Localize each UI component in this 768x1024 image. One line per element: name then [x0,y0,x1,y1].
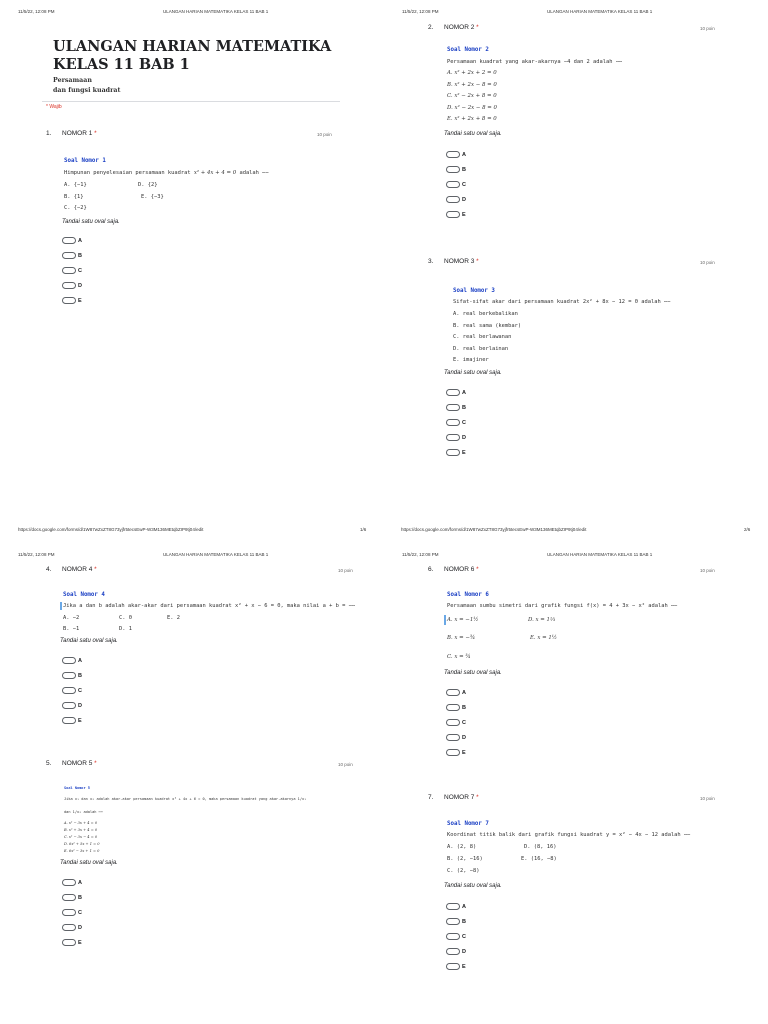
radio-label: E [462,449,466,456]
radio-option-b[interactable] [446,704,466,711]
radio-option-e[interactable] [62,297,82,304]
radio-oval[interactable] [62,237,76,244]
question-6 [428,566,728,766]
question-points: 10 poin [700,568,715,573]
option-text: A. {−1} [64,182,87,188]
radio-oval[interactable] [62,939,76,946]
print-header [402,552,758,560]
radio-label: B [78,252,82,259]
option-text: C. (2, −8) [447,868,480,874]
radio-option-d[interactable] [446,434,466,441]
radio-label: A [78,237,82,244]
radio-option-a[interactable] [446,389,466,396]
radio-label: D [78,924,82,931]
radio-option-a[interactable] [446,151,466,158]
radio-option-c[interactable] [62,909,82,916]
radio-oval[interactable] [62,924,76,931]
form-desc-line1: Persamaan [53,77,92,84]
question-number: 7. [428,794,434,801]
option-text: C. {−2} [64,205,87,211]
option-text: D. x = 1⅓ [528,617,556,623]
radio-option-c[interactable] [446,181,466,188]
radio-label: B [462,704,466,711]
radio-oval[interactable] [62,894,76,901]
header-title: ULANGAN HARIAN MATEMATIKA KELAS 11 BAB 1 [163,552,269,557]
radio-oval[interactable] [446,196,460,203]
question-points: 10 poin [338,568,353,573]
radio-oval[interactable] [446,181,460,188]
soal-text: Koordinat titik balik dari grafik fungsi kuadrat y = x² − 4x − 12 adalah ⋯⋯ [447,832,691,838]
radio-option-a[interactable] [446,903,466,910]
option-text: A. real berkebalikan [453,311,518,317]
radio-oval[interactable] [446,151,460,158]
radio-label: C [462,419,466,426]
option-text: D. (8, 16) [524,844,557,850]
radio-label: B [462,166,466,173]
option-text: E. imajiner [453,357,489,363]
page-3 [0,544,384,1024]
question-points: 10 poin [700,260,715,265]
option-text: E. x² + 2x + 8 = 0 [447,116,497,122]
option-text: E. {−3} [141,194,164,200]
soal-text: Jika a dan b adalah akar-akar dari persamaan kuadrat x² + x − 6 = 0, maka nilai a + b = ⋯⋯ [63,603,356,609]
radio-label: A [462,389,466,396]
soal-text: Sifat-sifat akar dari persamaan kuadrat 2x² + 8x − 12 = 0 adalah ⋯⋯ [453,299,671,305]
instruction-text: Tandai satu oval saja. [444,883,502,889]
option-text: C. x = ¾ [447,654,471,660]
question-1-header [46,130,97,137]
soal-text: Persamaan sumbu simetri dari grafik fungsi f(x) = 4 + 3x − x² adalah ⋯⋯ [447,603,678,609]
radio-option-e[interactable] [62,717,82,724]
form-description [53,76,120,96]
option-text: B. {1} [64,194,84,200]
soal-title: Soal Nomor 2 [447,47,489,53]
radio-label: C [462,181,466,188]
radio-oval[interactable] [62,657,76,664]
option-text: A. x = −1½ [447,617,479,623]
instruction-text: Tandai satu oval saja. [444,131,502,137]
radio-oval[interactable] [62,672,76,679]
soal-text: Persamaan kuadrat yang akar-akarnya −4 dan 2 adalah ⋯⋯ [447,59,623,65]
radio-option-d[interactable] [446,734,466,741]
option-text: D. real berlainan [453,346,509,352]
radio-label: B [462,404,466,411]
radio-label: D [462,434,466,441]
radio-oval[interactable] [446,903,460,910]
radio-label: A [462,151,466,158]
radio-option-b[interactable] [62,252,82,259]
option-text: C. x² − 2x + 8 = 0 [447,93,497,99]
form-title-line1: ULANGAN HARIAN MATEMATIKA [53,38,332,55]
radio-oval[interactable] [62,879,76,886]
question-2 [428,24,728,224]
radio-option-d[interactable] [62,702,82,709]
question-number: 1. [46,130,52,137]
radio-oval[interactable] [446,963,460,970]
option-text: B. −1 [63,626,80,632]
question-1 [46,130,346,310]
option-text: E. x = 1½ [530,635,558,641]
question-points: 10 poin [700,796,715,801]
option-text: B. real sama (kembar) [453,323,522,329]
radio-option-e[interactable] [62,939,82,946]
question-5-header [46,760,97,767]
header-datetime: 11/5/22, 12:08 PM [18,9,55,14]
radio-oval[interactable] [446,704,460,711]
radio-oval[interactable] [62,909,76,916]
text-cursor-marker [444,615,446,625]
option-text: A. x² + 2x + 2 = 0 [447,70,497,76]
radio-option-d[interactable] [446,196,466,203]
soal-text-line2: dan 1/x₂ adalah ⋯⋯ [64,810,103,814]
question-number: 3. [428,258,434,265]
question-label: NOMOR 6 [444,566,475,573]
radio-option-e[interactable] [446,211,466,218]
soal-math: x² + 4x + 4 = 0 [193,170,237,176]
soal-text-pre: Himpunan penyelesaian persamaan kuadrat [64,170,194,176]
header-datetime: 11/5/22, 12:08 PM [402,552,439,557]
question-2-header [428,24,479,31]
page-4 [384,544,768,1024]
soal-title: Soal Nomor 6 [447,592,489,598]
radio-oval[interactable] [446,749,460,756]
radio-option-d[interactable] [62,282,82,289]
required-star: * [476,24,479,31]
question-points: 10 poin [317,132,332,137]
option-text: E. (16, −8) [521,856,557,862]
header-title: ULANGAN HARIAN MATEMATIKA KELAS 11 BAB 1 [547,552,653,557]
question-3 [428,258,728,463]
option-text: B. x² + 2x − 8 = 0 [447,82,497,88]
question-number: 5. [46,760,52,767]
required-note: * Wajib [46,104,62,110]
question-label: NOMOR 2 [444,24,475,31]
radio-oval[interactable] [446,404,460,411]
radio-option-c[interactable] [446,419,466,426]
question-label: NOMOR 5 [62,760,93,767]
radio-oval[interactable] [446,948,460,955]
question-points: 10 poin [700,26,715,31]
radio-oval[interactable] [446,933,460,940]
radio-oval[interactable] [446,689,460,696]
required-star: * [476,794,479,801]
radio-label: C [462,933,466,940]
radio-label: D [462,196,466,203]
radio-oval[interactable] [446,434,460,441]
required-star: * [94,130,97,137]
print-header [402,9,758,17]
radio-oval[interactable] [62,267,76,274]
radio-oval[interactable] [446,419,460,426]
radio-label: A [78,879,82,886]
option-text: C. x² − 3x − 4 = 0 [64,835,98,839]
radio-option-e[interactable] [446,449,466,456]
question-6-header [428,566,479,573]
header-title: ULANGAN HARIAN MATEMATIKA KELAS 11 BAB 1 [547,9,653,14]
option-text: D. 1 [119,626,132,632]
question-3-header [428,258,479,265]
radio-oval[interactable] [62,717,76,724]
soal-text-post: adalah ⋯⋯ [236,170,269,176]
radio-oval[interactable] [62,297,76,304]
radio-option-a[interactable] [62,657,82,664]
radio-option-a[interactable] [446,689,466,696]
instruction-text: Tandai satu oval saja. [60,638,118,644]
radio-oval[interactable] [62,252,76,259]
option-text: C. real berlawanan [453,334,512,340]
radio-label: C [78,267,82,274]
footer-page-1: 1/6 [360,527,367,532]
instruction-text: Tandai satu oval saja. [62,219,120,225]
option-text: A. −2 [63,615,80,621]
soal-text: Jika x₁ dan x₂ adalah akar-akar persamaan kuadrat x² + 4x + 6 = 0, maka persamaan kuadrat yang akar-akarnya 1/x₁ [64,797,307,801]
footer-page-2: 2/6 [744,527,751,532]
text-cursor-marker [60,602,62,610]
radio-label: C [78,687,82,694]
header-datetime: 11/5/22, 12:08 PM [402,9,439,14]
question-number: 4. [46,566,52,573]
option-text: A. x² − 3x + 4 = 0 [64,821,98,825]
soal-text [64,170,269,176]
header-title: ULANGAN HARIAN MATEMATIKA KELAS 11 BAB 1 [163,9,269,14]
radio-label: C [78,909,82,916]
soal-title: Soal Nomor 3 [453,288,495,294]
question-5 [46,760,361,960]
question-label: NOMOR 7 [444,794,475,801]
print-header [18,9,374,17]
question-label: NOMOR 3 [444,258,475,265]
footer-url-1: https://docs.google.com/forms/d/1W87wZxZT8G73yjfr5tecsEwP-W3M136MEtqbZIP9tj04/edit [18,527,204,532]
radio-option-a[interactable] [62,879,82,886]
radio-option-b[interactable] [62,894,82,901]
radio-label: B [78,672,82,679]
soal-title: Soal Nomor 5 [64,786,90,790]
option-text: B. x² + 3x + 4 = 0 [64,828,98,832]
radio-option-d[interactable] [62,924,82,931]
question-label: NOMOR 1 [62,130,93,137]
radio-option-c[interactable] [446,719,466,726]
radio-option-e[interactable] [446,963,466,970]
radio-label: E [78,297,82,304]
radio-oval[interactable] [446,719,460,726]
question-points: 10 poin [338,762,353,767]
page-2 [384,0,768,512]
radio-label: A [78,657,82,664]
option-text: A. (2, 8) [447,844,477,850]
option-text: D. x² − 2x − 8 = 0 [447,105,497,111]
radio-oval[interactable] [62,702,76,709]
radio-label: A [462,689,466,696]
option-text: C. 0 [119,615,132,621]
radio-label: E [462,211,466,218]
radio-label: C [462,719,466,726]
instruction-text: Tandai satu oval saja. [444,670,502,676]
form-divider [42,101,340,102]
radio-oval[interactable] [446,389,460,396]
radio-label: D [462,734,466,741]
question-4-header [46,566,97,573]
header-datetime: 11/5/22, 12:08 PM [18,552,55,557]
instruction-text: Tandai satu oval saja. [444,370,502,376]
radio-option-c[interactable] [62,267,82,274]
question-label: NOMOR 4 [62,566,93,573]
option-text: B. (2, −16) [447,856,483,862]
radio-label: D [78,702,82,709]
radio-oval[interactable] [446,734,460,741]
required-star: * [476,566,479,573]
form-title-line2: KELAS 11 BAB 1 [53,56,190,73]
option-text: D. 6x² + 5x + 1 = 0 [64,842,100,846]
radio-option-b[interactable] [446,166,466,173]
question-4 [46,566,361,731]
option-text: E. 2 [167,615,180,621]
radio-option-c[interactable] [62,687,82,694]
radio-label: E [78,717,82,724]
radio-option-d[interactable] [446,948,466,955]
question-7 [428,794,728,974]
required-star: * [94,760,97,767]
form-title [53,38,331,74]
radio-oval[interactable] [446,211,460,218]
radio-option-b[interactable] [446,918,466,925]
radio-label: E [462,963,466,970]
required-star: * [94,566,97,573]
radio-label: E [462,749,466,756]
radio-label: D [462,948,466,955]
question-number: 6. [428,566,434,573]
option-text: E. 6x² − 3x + 1 = 0 [64,849,100,853]
soal-title: Soal Nomor 1 [64,158,106,164]
radio-label: A [462,903,466,910]
soal-title: Soal Nomor 7 [447,821,489,827]
radio-label: E [78,939,82,946]
radio-option-b[interactable] [62,672,82,679]
radio-oval[interactable] [446,918,460,925]
required-star: * [476,258,479,265]
print-header [18,552,374,560]
question-7-header [428,794,479,801]
soal-title: Soal Nomor 4 [63,592,105,598]
radio-oval[interactable] [446,449,460,456]
option-text: B. x = −¾ [447,635,476,641]
question-number: 2. [428,24,434,31]
radio-oval[interactable] [62,282,76,289]
radio-label: B [78,894,82,901]
radio-label: B [462,918,466,925]
radio-option-e[interactable] [446,749,466,756]
instruction-text: Tandai satu oval saja. [60,860,118,866]
page-1 [0,0,384,512]
radio-option-a[interactable] [62,237,82,244]
radio-oval[interactable] [62,687,76,694]
form-desc-line2: dan fungsi kuadrat [53,87,121,94]
radio-option-c[interactable] [446,933,466,940]
radio-option-b[interactable] [446,404,466,411]
radio-label: D [78,282,82,289]
option-text: D. {2} [138,182,158,188]
radio-oval[interactable] [446,166,460,173]
footer-url-2: https://docs.google.com/forms/d/1W87wZxZT8G73yjfr5tecsEwP-W3M136MEtqbZIP9tj04/edit [401,527,587,532]
